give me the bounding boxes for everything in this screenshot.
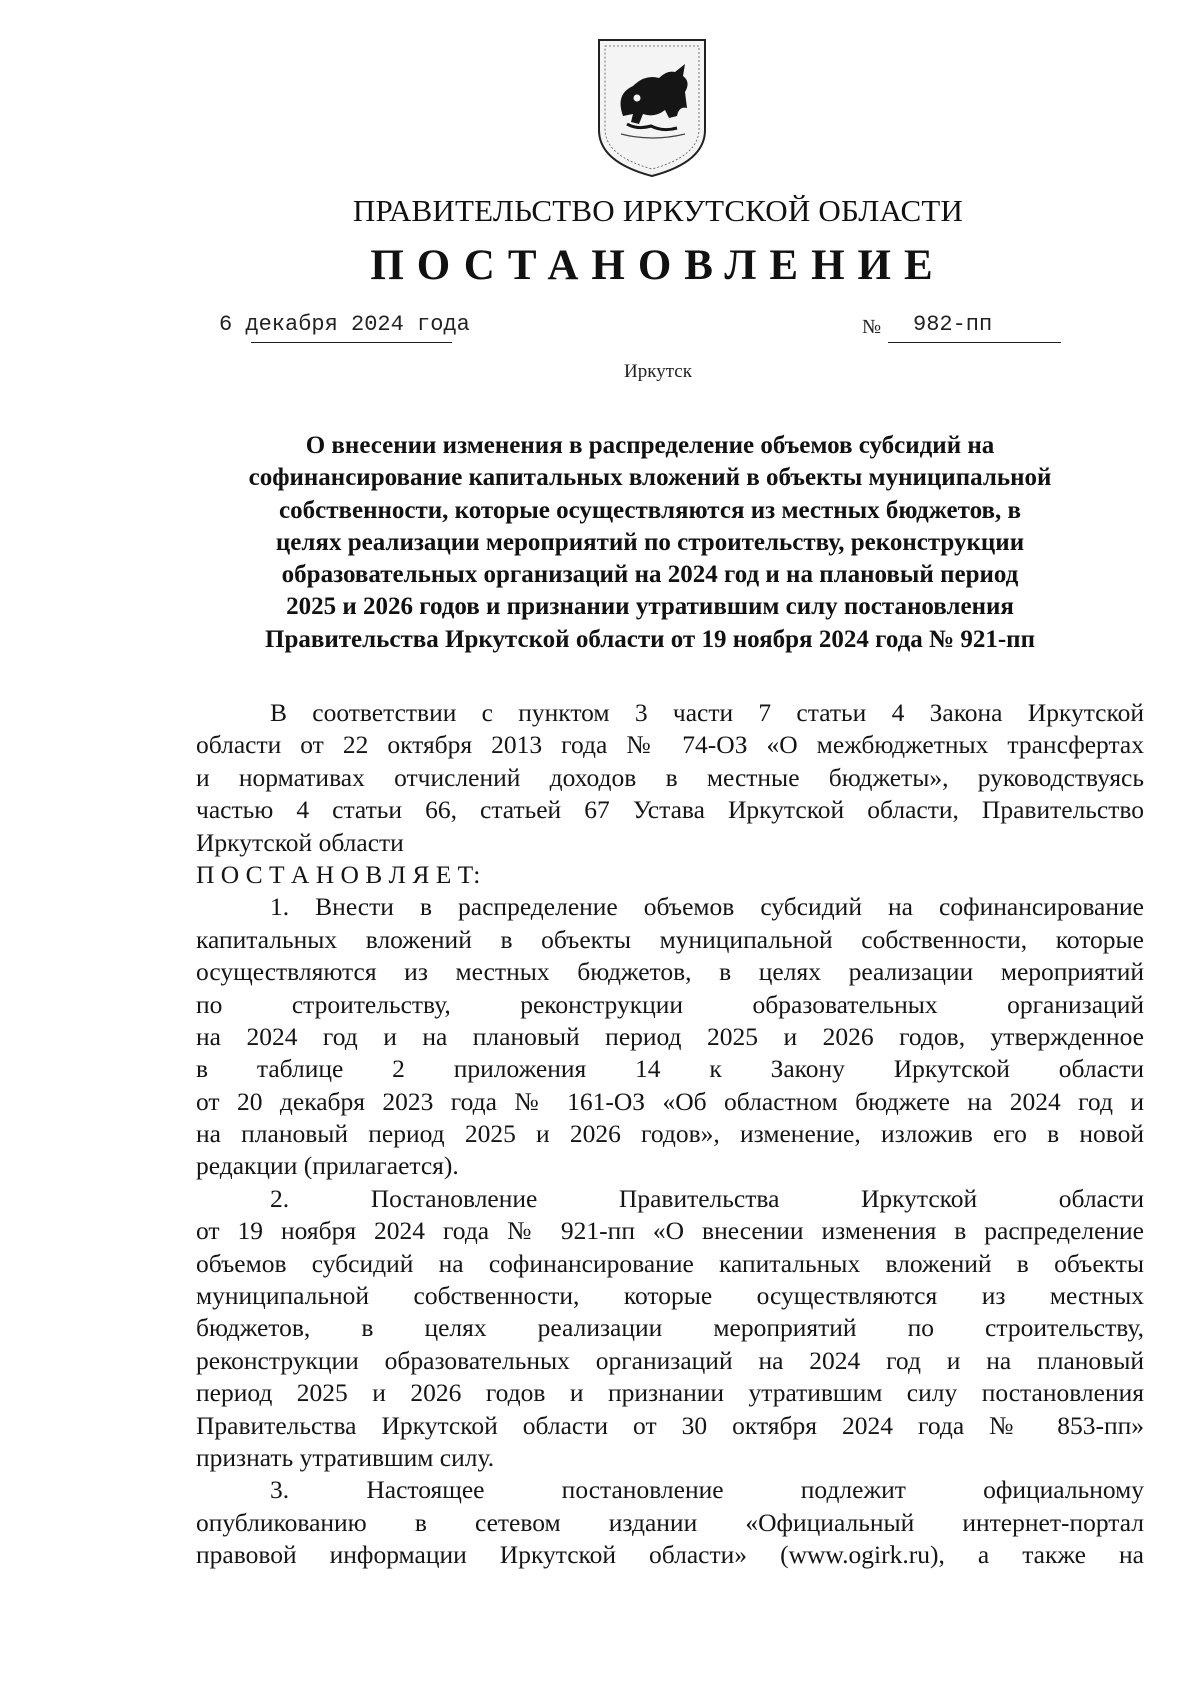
organization-title: ПРАВИТЕЛЬСТВО ИРКУТСКОЙ ОБЛАСТИ (352, 193, 964, 228)
document-date: 6 декабря 2024 года (219, 312, 470, 337)
paragraph-3-line: опубликованию в сетевом издании «Официальный интернет-портал (196, 1507, 1144, 1537)
paragraph-1-line: от 20 декабря 2023 года № 161-ОЗ «Об областном бюджете на 2024 год и (196, 1086, 1144, 1116)
paragraph-2-line: период 2025 и 2026 годов и признании утратившим силу постановления (196, 1378, 1144, 1408)
paragraph-1-line: в таблице 2 приложения 14 к Закону Иркутской области (196, 1054, 1144, 1084)
body-line: области от 22 октября 2013 года № 74-ОЗ «О межбюджетных трансфертах (196, 730, 1144, 760)
paragraph-1-line: осуществляются из местных бюджетов, в целях реализации мероприятий (196, 957, 1144, 987)
paragraph-2-line: 2. Постановление Правительства Иркутской области (270, 1183, 1144, 1213)
body-line: и нормативах отчислений доходов в местные бюджеты», руководствуясь (196, 762, 1144, 792)
body-line: частью 4 статьи 66, статьей 67 Устава Иркутской области, Правительство (196, 795, 1144, 825)
paragraph-2-line: бюджетов, в целях реализации мероприятий по строительству, (196, 1313, 1144, 1343)
paragraph-1-line: по строительству, реконструкции образовательных организаций (196, 989, 1144, 1019)
paragraph-1-line: капитальных вложений в объекты муниципальной собственности, которые (196, 924, 1144, 954)
date-underline (251, 342, 452, 343)
title-line: 2025 и 2026 годов и признании утратившим силу постановления (286, 593, 1014, 621)
number-sign: № (862, 316, 882, 338)
body-line: В соответствии с пунктом 3 части 7 статьи 4 Закона Иркутской (270, 698, 1144, 727)
paragraph-2-line: реконструкции образовательных организаций на 2024 год и на плановый (196, 1345, 1144, 1375)
title-line: образовательных организаций на 2024 год и на плановый период (281, 561, 1019, 589)
city-name: Иркутск (624, 361, 692, 382)
paragraph-2-line: объемов субсидий на софинансирование капитальных вложений в объекты (196, 1248, 1144, 1278)
title-line: целях реализации мероприятий по строительству, реконструкции (275, 528, 1025, 556)
title-line: О внесении изменения в распределение объемов субсидий на (305, 432, 995, 459)
document-body (196, 697, 1144, 1572)
paragraph-1-line: на плановый период 2025 и 2026 годов», изменение, изложив его в новой (196, 1119, 1144, 1149)
paragraph-2-line: муниципальной собственности, которые осуществляются из местных (196, 1281, 1144, 1311)
title-line: софинансирование капитальных вложений в объекты муниципальной (248, 464, 1052, 492)
document-type: ПОСТАНОВЛЕНИЕ (370, 242, 946, 289)
resolves-heading: П О С Т А Н О В Л Я Е Т: (196, 859, 481, 889)
number-underline (888, 342, 1061, 343)
paragraph-1-line: редакции (прилагается). (196, 1151, 459, 1181)
document-number: 982-пп (913, 312, 993, 337)
title-line: собственности, которые осуществляются из местных бюджетов, в (279, 496, 1021, 524)
document-title (200, 430, 1100, 656)
paragraph-2-line: Правительства Иркутской области от 30 октября 2024 года № 853-пп» (196, 1410, 1144, 1440)
paragraph-2-line: от 19 ноября 2024 года № 921-пп «О внесении изменения в распределение (196, 1216, 1144, 1246)
paragraph-3-line: правовой информации Иркутской области» (www.ogirk.ru), а также на (196, 1540, 1144, 1570)
coat-of-arms-icon (593, 34, 711, 180)
paragraph-1-line: 1. Внести в распределение объемов субсидий на софинансирование (270, 892, 1144, 922)
body-line: Иркутской области (196, 827, 404, 857)
paragraph-2-line: признать утратившим силу. (196, 1442, 495, 1472)
paragraph-3-line: 3. Настоящее постановление подлежит официальному (270, 1475, 1144, 1505)
paragraph-1-line: на 2024 год и на плановый период 2025 и 2026 годов, утвержденное (196, 1021, 1144, 1051)
title-line: Правительства Иркутской области от 19 ноября 2024 года № 921-пп (265, 625, 1035, 653)
